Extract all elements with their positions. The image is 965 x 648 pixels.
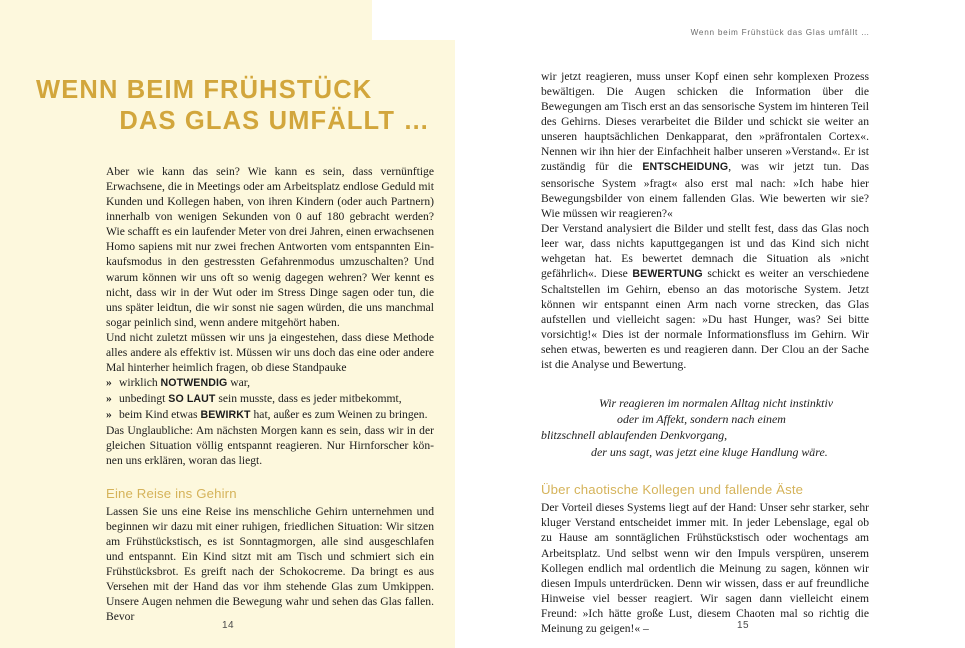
list-item — [106, 407, 434, 423]
bullet-marker-icon: » — [106, 408, 112, 422]
bullet-text-after: war, — [227, 376, 251, 390]
bullet-text-after: hat, außer es zum Weinen zu bringen. — [250, 408, 428, 422]
right-paragraph-1-emphasis: ENTSCHEIDUNG — [642, 161, 729, 174]
left-paragraph-3: Das Unglaubliche: Am nächsten Morgen kann es sein, dass wir in der gleichen Situation völlig entspannt reagieren. Nur Hirnforscher können uns erklären, woran das liegt. — [106, 424, 434, 468]
page-number-right: 15 — [737, 620, 749, 631]
right-paragraph-3: Der Vorteil dieses Systems liegt auf der Hand: Unser sehr starker, sehr kluger Verstand entscheidet immer mit. In jeder Lebenslage, egal ob zu Hause am sonntäglichen Frühstückstisch oder wochentags am Arbeitsplatz. Und selbst wenn wir den Impuls verspüren, unserem Kollegen endlich mal ordentlich die Meinung zu sagen, können wir diesen Impuls unterdrücken. Denn wir wissen, dass er auf freundliche Hinweise viel besser reagiert. Wir sagen dann vielleicht einem Freund: »Ich hätte große Lust, diesem Chaoten mal so richtig die Meinung zu geigen!« – — [541, 501, 869, 635]
page-number-left: 14 — [222, 620, 234, 631]
right-paragraph-1 — [541, 69, 869, 221]
right-paragraph-2-emphasis: BEWERTUNG — [632, 268, 703, 281]
pull-quote-line-1: Wir reagieren im normalen Alltag nicht instinktiv — [599, 395, 834, 410]
bullet-text-before: unbedingt — [119, 392, 169, 406]
bullet-text-after: sein musste, dass es jeder mitbekommt, — [215, 392, 402, 406]
bullet-emphasis: BEWIRKT — [200, 409, 251, 422]
right-subheading: Über chaotische Kollegen und fallende Äste — [541, 482, 804, 498]
bullet-text-before: beim Kind etwas — [119, 408, 201, 422]
list-item — [106, 375, 434, 391]
left-paragraph-1: Aber wie kann das sein? Wie kann es sein, dass vernünftige Erwachsene, die in Meetings oder am Arbeitsplatz endlose Geduld mit Kunden und Kollegen haben, von ihren Kindern (oder auch Partnern) innerhalb von wenigen Sekunden von 0 auf 180 gebracht werden? Wie schafft es ein laufender Meter von drei Jahren, einen erwachsenen Homo sapiens mit nur zwei frechen Antworten vom entspannten Einkaufsmodus in den gestressten Gefahrenmodus umzuschalten? Und warum können wir uns oft so wenig dagegen wehren? Wer kennt es nicht, dass wir in der Wut oder im Stress Dinge sagen oder tun, die uns später leidtun, die wir sonst nie sagen würden, die uns manchmal sogar peinlich sind, wenn andere mitgehört haben. — [106, 165, 434, 329]
bullet-list — [106, 375, 434, 423]
list-item — [106, 391, 434, 407]
left-page-text-column — [106, 164, 434, 624]
left-subheading: Eine Reise ins Gehirn — [106, 485, 237, 501]
bullet-emphasis: SO LAUT — [168, 393, 216, 406]
pull-quote-line-2: oder im Affekt, sondern nach einem — [617, 411, 786, 426]
chapter-title-line-2: DAS GLAS UMFÄLLT … — [119, 107, 430, 136]
bullet-marker-icon: » — [106, 392, 112, 406]
right-paragraph-2-part-b: schickt es weiter an verschiedene Schaltstellen im Gehirn, ebenso an das motorische System. Jetzt können wir entspannt einen Arm nach vorne strecken, das Glas aufstellen und vielleicht sagen: »Du hast Hunger, was? Sei bitte vorsichtig!« Dies ist der normale Informationsfluss im Gehirn. Wir sehen etwas, bewerten es und reagieren dann. Der Clou an der Sache ist die Analyse und Bewertung. — [541, 267, 869, 372]
right-paragraph-1-part-b: , was wir jetzt tun. Das sensorische System »fragt« also erst mal nach: »Ich habe hier Bewegungsbilder von einem fallenden Glas. Wie bewerten wir sie? Wie müssen wir reagieren?« — [541, 160, 870, 220]
bullet-marker-icon: » — [106, 376, 112, 390]
right-page-text-column — [541, 69, 869, 636]
chapter-title — [36, 75, 436, 137]
pull-quote — [541, 395, 869, 461]
right-paragraph-2 — [541, 221, 869, 373]
left-paragraph-2: Und nicht zuletzt müssen wir uns ja eingestehen, dass diese Methode alles andere als effektiv ist. Müssen wir uns doch das eine oder andere Mal hinterher heimlich fragen, ob diese Standpauke — [106, 330, 434, 375]
right-paragraph-2-part-a: Der Verstand analysiert die Bilder und stellt fest, dass das Glas noch leer war, dass nichts kaputtgegangen ist und das Kind sich nicht wehgetan hat. Es bewertet demnach die Situation als »nicht gefährlich«. Diese — [541, 221, 869, 281]
left-paragraph-4: Lassen Sie uns eine Reise ins menschliche Gehirn unternehmen und beginnen wir dazu mit einer ruhigen, friedlichen Situation: Wir sitzen am Frühstückstisch, es ist Sonntagmorgen, alle sind ausgeschlafen und entspannt. Ein Kind sitzt mit am Tisch und schmiert sich ein Frühstücksbrot. Es greift nach der Schokocreme. Da bringt es aus Versehen mit der Hand das vor ihm stehende Glas zum Umkippen. Unsere Augen nehmen die Bewegung wahr und sehen das Glas fallen. Bevor — [106, 504, 434, 624]
right-paragraph-1-part-a: wir jetzt reagieren, muss unser Kopf einen sehr komplexen Prozess bewältigen. Die Augen schicken die Information über die Bewegungen am Tisch erst an das sensorische System im hinteren Teil des Gehirns. Dieses verarbeitet die Bilder und schickt sie weiter an unseren hauptsächlichen Denkapparat, den »präfrontalen Cortex«. Nennen wir ihn hier der Einfachheit halber unseren »Verstand«. Er ist zuständig für die — [541, 70, 869, 174]
bullet-text-before: wirklich — [119, 376, 161, 390]
pull-quote-line-4: der uns sagt, was jetzt eine kluge Handlung wäre. — [591, 444, 828, 459]
pull-quote-line-3: blitzschnell ablaufenden Denkvorgang, — [541, 428, 728, 443]
bullet-emphasis: NOTWENDIG — [160, 377, 228, 390]
chapter-title-line-1: WENN BEIM FRÜHSTÜCK — [36, 76, 373, 105]
running-head: Wenn beim Frühstück das Glas umfällt … — [690, 28, 870, 37]
left-page-tint-notch — [372, 0, 456, 40]
